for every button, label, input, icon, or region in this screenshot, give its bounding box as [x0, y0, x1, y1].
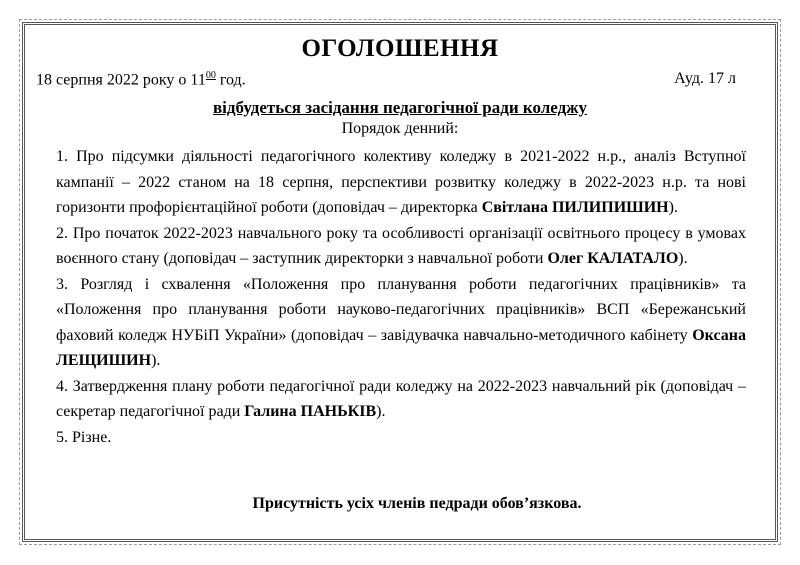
agenda-item-speaker: Оксана ЛЕЩИШИН — [56, 326, 746, 369]
agenda-item — [56, 425, 746, 451]
agenda-item-tail: ). — [668, 199, 678, 216]
agenda-item-text: 3. Розгляд і схвалення «Положення про планування роботи педагогічних працівників» та «Положення про планування роботи науково-педагогічних працівників» ВСП «Бережанський фаховий коледж НУБіП України» (доповідач – завідувачка навчально-методичного кабінету — [56, 275, 746, 344]
agenda-label: Порядок денний: — [341, 120, 459, 137]
meeting-room: Ауд. 17 л — [674, 70, 736, 87]
meeting-date-time — [36, 70, 246, 89]
agenda-item — [56, 221, 746, 272]
agenda-item-tail: ). — [678, 250, 688, 267]
meeting-subtitle: відбудеться засідання педагогічної ради коледжу — [212, 98, 588, 117]
agenda-item — [56, 272, 746, 374]
agenda-item-text: 2. Про початок 2022-2023 навчального року та особливості організації освітнього процесу в умовах воєнного стану (доповідач – заступник директорки з навчальної роботи — [56, 224, 746, 267]
announcement-title: ОГОЛОШЕННЯ — [301, 35, 499, 62]
attendance-notice: Присутність усіх членів педради обов’язкова. — [252, 495, 582, 512]
agenda-item-text: 5. Різне. — [56, 428, 112, 446]
agenda-item — [56, 144, 746, 221]
time-minutes: 00 — [205, 70, 216, 81]
agenda-item-text: 1. Про підсумки діяльності педагогічного колективу коледжу в 2021-2022 н.р., аналіз Вступної кампанії – 2022 станом на 18 серпня, перспективи розвитку коледжу в 2022-2023 н.р. та нові горизонти профорієнтаційної роботи (доповідач – директорка — [56, 148, 746, 216]
agenda-item — [56, 374, 746, 425]
agenda-item-speaker: Олег КАЛАТАЛО — [547, 250, 679, 267]
agenda-item-speaker: Світлана ПИЛИПИШИН — [481, 199, 669, 216]
agenda-item-text: 4. Затвердження плану роботи педагогічної ради коледжу на 2022-2023 навчальний рік (доповідач – секретар педагогічної ради — [56, 377, 746, 420]
agenda-item-tail: ). — [151, 352, 161, 369]
date-prefix: 18 серпня 2022 року о 11 — [36, 71, 206, 89]
date-suffix: год. — [215, 71, 246, 89]
agenda-list — [56, 144, 746, 450]
agenda-item-tail: ). — [376, 403, 386, 420]
agenda-item-speaker: Галина ПАНЬКІВ — [244, 403, 377, 420]
